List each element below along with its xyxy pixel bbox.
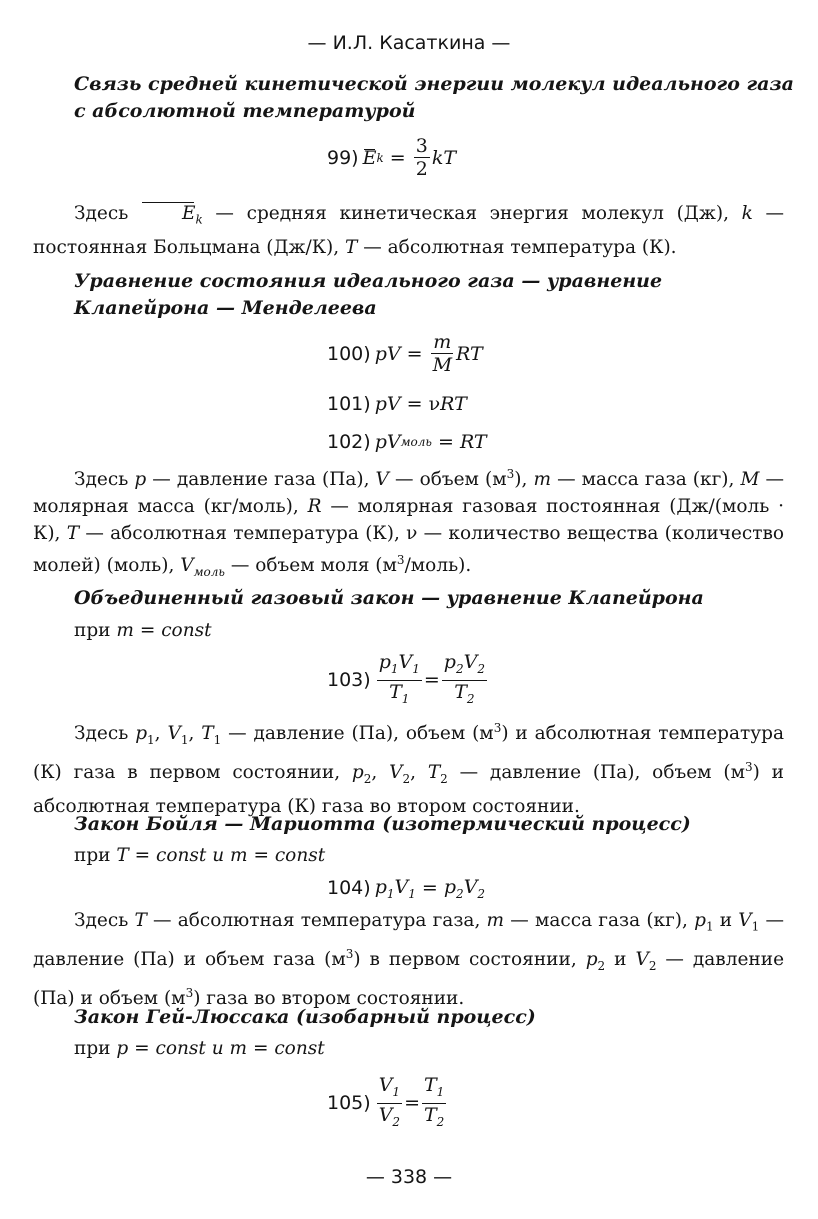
running-header: — И.Л. Касаткина — bbox=[307, 32, 511, 54]
formula-105: 105) $\frac{V_1}{V_2}$ = $\frac{T_1}{T_2}$ bbox=[327, 1074, 445, 1129]
formula-103: 103) $\frac{p_1V_1}{T_1}$ = $\frac{p_2V_2}{T_2}$ bbox=[327, 651, 485, 706]
formula-number: 101) bbox=[327, 393, 371, 415]
section-heading-boyle-mariotte: Закон Бойля — Мариотта (изотермический процесс) bbox=[74, 813, 691, 835]
heading-line: Уравнение состояния идеального газа — уравнение bbox=[74, 270, 663, 292]
condition-105: при p = const и m = const bbox=[74, 1038, 325, 1059]
heading-line: Клапейрона — Менделеева bbox=[74, 297, 377, 319]
formula-number: 103) bbox=[327, 669, 371, 692]
explanation-99: Здесь $E_k$ — средняя кинетическая энергия молекул (Дж), k — постоянная Больцмана (Дж/К), T — абсолютная температура (К). bbox=[33, 200, 784, 261]
formula-101: 101) pV = ν RT bbox=[327, 393, 467, 415]
explanation-103: Здесь $p_1$, $V_1$, $T_1$ — давление (Па), объем $(м^3)$ и абсолютная температура (К) газа в первом состоянии, $p_2$, $V_2$, $T_2$ — давление (Па), объем $(м^3)$ и абсолютная температура (К) газа во втором состоянии. bbox=[33, 721, 785, 817]
formula-102: 102) pV моль = RT bbox=[327, 431, 487, 453]
heading-line: Связь средней кинетической энергии молекул идеального газа bbox=[74, 73, 794, 95]
section-heading-kinetic-energy bbox=[74, 71, 794, 125]
formula-number: 102) bbox=[327, 431, 371, 453]
formula-number: 104) bbox=[327, 877, 371, 900]
condition-104: при T = const и m = const bbox=[74, 845, 326, 866]
formula-100: 100) pV = $\frac{m}{M}$ RT bbox=[327, 331, 483, 376]
formula-number: 105) bbox=[327, 1092, 371, 1115]
section-heading-gay-lussac: Закон Гей-Люссака (изобарный процесс) bbox=[74, 1006, 536, 1028]
formula-99: 99) E k = $\frac{3}{2}$ kT bbox=[327, 135, 457, 180]
explanation-104: Здесь T — абсолютная температура газа, m — масса газа (кг), $p_1$ и $V_1$ — давление (Па) и объем газа $(м^3)$ в первом состоянии, $p_2$ и $V_2$ — давление (Па) и объем $(м^3)$ газа во втором состоянии. bbox=[33, 910, 785, 1009]
formula-104: 104) $p_1V_1$ = $p_2V_2$ bbox=[327, 876, 486, 901]
section-heading-clapeyron-mendeleev bbox=[74, 268, 794, 322]
condition-103: при m = const bbox=[74, 620, 212, 641]
heading-line: с абсолютной температурой bbox=[74, 100, 416, 122]
page-number: — 338 — bbox=[365, 1166, 453, 1188]
section-heading-combined-gas-law: Объединенный газовый закон — уравнение Клапейрона bbox=[74, 587, 704, 609]
explanation-100-102: Здесь p — давление газа (Па), V — объем $(м^3)$, m — масса газа (кг), M — молярная масса (кг/моль), R — молярная газовая постоянная (Дж/(моль · К), T — абсолютная температура (К), ν — количество вещества (количество молей) (моль), $V_{моль}$ — объем моля $(м^3/моль)$. bbox=[33, 467, 784, 579]
formula-number: 100) bbox=[327, 342, 371, 365]
formula-number: 99) bbox=[327, 146, 359, 169]
